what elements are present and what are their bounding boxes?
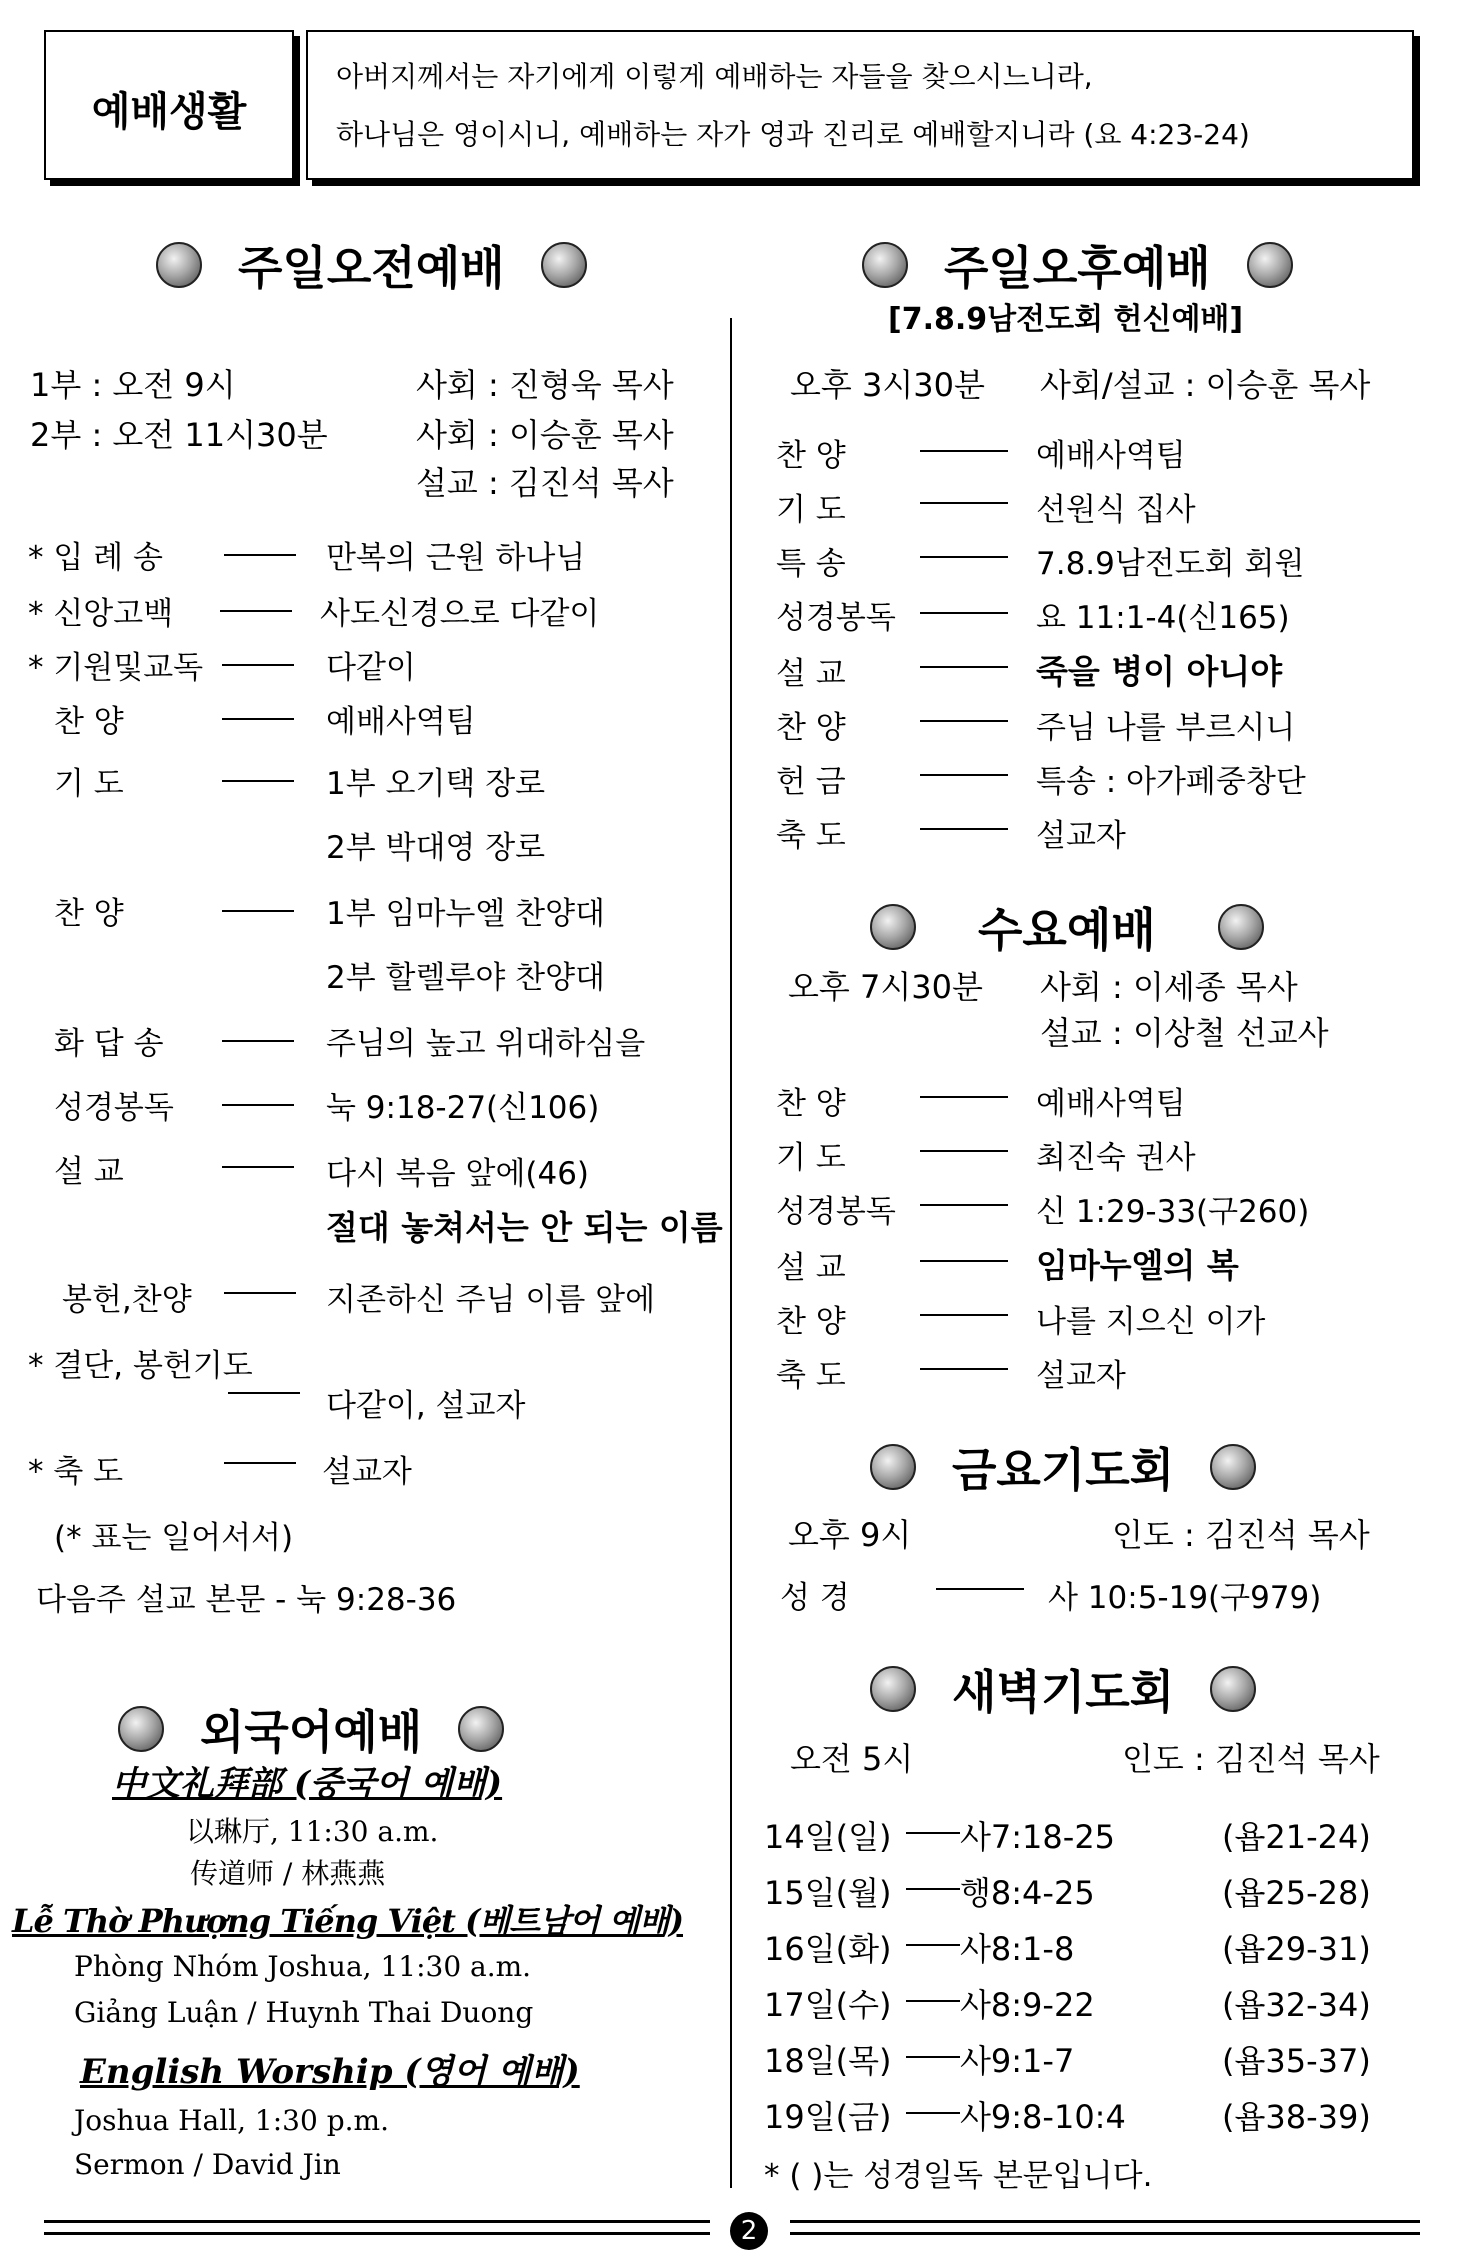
friday-lead: 인도 : 김진석 목사 [1112, 1516, 1370, 1554]
leader-line [222, 1104, 294, 1106]
morning-item-label: * 입 례 송 [28, 540, 163, 576]
vietnamese-service-title: Lễ Thờ Phượng Tiếng Việt (베트남어 예배) [12, 1902, 683, 1940]
leader-line [906, 2000, 960, 2002]
leader-line [222, 1166, 294, 1168]
dawn-row-day: 14일(일) [764, 1818, 892, 1856]
column-divider [730, 318, 732, 2188]
afternoon-item-value: 선원식 집사 [1036, 492, 1196, 528]
afternoon-item-label: 기 도 [776, 492, 846, 528]
afternoon-item-value: 요 11:1-4(신165) [1036, 600, 1290, 636]
section-title-morning [156, 232, 587, 298]
page-number: 2 [730, 2212, 768, 2250]
leader-line [220, 610, 292, 612]
wednesday-item-value: 신 1:29-33(구260) [1036, 1194, 1310, 1230]
section-title-foreign [118, 1696, 504, 1762]
wednesday-item-label: 기 도 [776, 1140, 846, 1176]
footer-rule-left [44, 2220, 710, 2223]
svc2-time: 2부 : 오전 11시30분 [30, 416, 328, 454]
leader-line [920, 774, 1008, 776]
friday-label: 성 경 [780, 1580, 850, 1616]
morning-item-label: * 신앙고백 [28, 596, 174, 632]
afternoon-item-label: 설 교 [776, 656, 846, 692]
friday-value: 사 10:5-19(구979) [1048, 1580, 1322, 1616]
wednesday-item-label: 축 도 [776, 1358, 846, 1394]
bullet-ball-icon [156, 242, 202, 288]
afternoon-item-value: 7.8.9남전도회 회원 [1036, 546, 1305, 582]
morning-item-label: 성경봉독 [54, 1090, 174, 1126]
dawn-row-job: (욥32-34) [1222, 1986, 1371, 2024]
leader-line [920, 1368, 1008, 1370]
leader-line [920, 1314, 1008, 1316]
leader-line [224, 1462, 296, 1464]
section-title-text: 새벽기도회 [952, 1665, 1175, 1719]
wednesday-lead: 사회 : 이세종 목사 [1040, 968, 1298, 1006]
afternoon-sermon-title: 죽을 병이 아니야 [1036, 652, 1283, 691]
morning-item-value: 1부 오기택 장로 [326, 766, 546, 802]
leader-line [920, 1260, 1008, 1262]
morning-item-value: 눅 9:18-27(신106) [326, 1090, 600, 1126]
dawn-row-job: (욥25-28) [1222, 1874, 1371, 1912]
wednesday-item-value: 설교자 [1036, 1358, 1126, 1394]
vietnamese-line-2: Giảng Luận / Huynh Thai Duong [74, 1996, 534, 2029]
friday-time: 오후 9시 [788, 1516, 912, 1554]
bullet-ball-icon [458, 1706, 504, 1752]
dawn-row-text: 사8:1-8 [960, 1930, 1075, 1968]
verse-line-1: 아버지께서는 자기에게 이렇게 예배하는 자들을 찾으시느니라, [336, 60, 1093, 93]
verse-line-2: 하나님은 영이시니, 예배하는 자가 영과 진리로 예배할지니라 (요 4:23-24) [336, 118, 1250, 151]
section-title-text: 주일오전예배 [238, 241, 505, 295]
chinese-service-title: 中文礼拜部 (중국어 예배) [112, 1764, 503, 1804]
morning-item-value: 사도신경으로 다같이 [320, 596, 600, 632]
morning-item-label: * 기원및교독 [28, 650, 204, 686]
footer-rule-right [790, 2220, 1420, 2223]
leader-line [224, 554, 296, 556]
afternoon-time: 오후 3시30분 [790, 366, 985, 404]
dawn-row-job: (욥21-24) [1222, 1818, 1371, 1856]
section-title-afternoon [862, 232, 1293, 298]
next-sermon: 다음주 설교 본문 - 눅 9:28-36 [36, 1582, 457, 1618]
morning-item-label: 설 교 [54, 1154, 124, 1190]
bullet-ball-icon [870, 1444, 916, 1490]
morning-item-value: 다같이 [326, 650, 416, 686]
morning-item-value: 다같이, 설교자 [326, 1388, 526, 1424]
section-title-text: 외국어예배 [200, 1705, 423, 1759]
wednesday-item-label: 설 교 [776, 1250, 846, 1286]
section-title-text: 수요예배 [978, 903, 1156, 957]
afternoon-item-label: 축 도 [776, 818, 846, 854]
morning-sermon-title: 절대 놓쳐서는 안 되는 이름 [326, 1208, 723, 1247]
vietnamese-line-1: Phòng Nhóm Joshua, 11:30 a.m. [74, 1950, 532, 1983]
dawn-note: * ( )는 성경일독 본문입니다. [764, 2158, 1153, 2194]
morning-item-label: 찬 양 [54, 896, 124, 932]
leader-line [920, 666, 1008, 668]
morning-item-label: * 축 도 [28, 1454, 124, 1490]
wednesday-item-value: 최진숙 권사 [1036, 1140, 1196, 1176]
afternoon-item-value: 예배사역팀 [1036, 438, 1186, 474]
dawn-row-text: 행8:4-25 [960, 1874, 1095, 1912]
afternoon-item-label: 특 송 [776, 546, 846, 582]
wednesday-item-value: 예배사역팀 [1036, 1086, 1186, 1122]
leader-line [906, 1832, 960, 1834]
leader-line [222, 780, 294, 782]
dawn-row-job: (욥35-37) [1222, 2042, 1371, 2080]
dawn-row-day: 16일(화) [764, 1930, 892, 1968]
afternoon-subtitle: [7.8.9남전도회 헌신예배] [888, 302, 1244, 337]
wednesday-item-value: 나를 지으신 이가 [1036, 1304, 1266, 1340]
afternoon-item-label: 찬 양 [776, 438, 846, 474]
morning-preacher: 설교 : 김진석 목사 [416, 464, 674, 502]
afternoon-item-label: 찬 양 [776, 710, 846, 746]
leader-line [920, 450, 1008, 452]
morning-item-label: 화 답 송 [54, 1026, 164, 1062]
bullet-ball-icon [870, 904, 916, 950]
leader-line [906, 2112, 960, 2114]
svc1-lead: 사회 : 진형욱 목사 [416, 366, 674, 404]
wednesday-sermon-title: 임마누엘의 복 [1036, 1246, 1239, 1285]
morning-item-value-2: 2부 할렐루야 찬양대 [326, 960, 605, 996]
wednesday-item-label: 찬 양 [776, 1304, 846, 1340]
dawn-row-job: (욥38-39) [1222, 2098, 1371, 2136]
dawn-time: 오전 5시 [790, 1740, 914, 1778]
leader-line [920, 556, 1008, 558]
bullet-ball-icon [1218, 904, 1264, 950]
leader-line [906, 2056, 960, 2058]
leader-line [920, 1096, 1008, 1098]
section-title-text: 주일오후예배 [944, 241, 1211, 295]
bullet-ball-icon [1210, 1444, 1256, 1490]
section-title-dawn [870, 1656, 1256, 1722]
leader-line [222, 664, 294, 666]
leader-line [920, 828, 1008, 830]
svc1-time: 1부 : 오전 9시 [30, 366, 236, 404]
afternoon-item-label: 성경봉독 [776, 600, 896, 636]
dawn-row-day: 15일(월) [764, 1874, 892, 1912]
section-title-friday [870, 1434, 1256, 1500]
morning-item-value: 주님의 높고 위대하심을 [326, 1026, 646, 1062]
morning-item-value: 예배사역팀 [326, 704, 476, 740]
morning-item-label: * 결단, 봉헌기도 [28, 1348, 253, 1384]
dawn-row-day: 18일(목) [764, 2042, 892, 2080]
morning-item-value: 만복의 근원 하나님 [326, 540, 586, 576]
afternoon-item-label: 헌 금 [776, 764, 846, 800]
bullet-ball-icon [541, 242, 587, 288]
english-line-1: Joshua Hall, 1:30 p.m. [74, 2104, 389, 2137]
dawn-row-day: 17일(수) [764, 1986, 892, 2024]
morning-item-value: 설교자 [322, 1454, 412, 1490]
bullet-ball-icon [118, 1706, 164, 1752]
english-service-title: English Worship (영어 예배) [80, 2052, 580, 2092]
leader-line [222, 718, 294, 720]
chinese-line-2: 传道师 / 林燕燕 [190, 1857, 386, 1890]
afternoon-item-value: 설교자 [1036, 818, 1126, 854]
bullet-ball-icon [862, 242, 908, 288]
dawn-row-text: 사8:9-22 [960, 1986, 1095, 2024]
leader-line [920, 612, 1008, 614]
morning-item-value: 다시 복음 앞에(46) [326, 1156, 590, 1192]
leader-line [936, 1588, 1024, 1590]
header-title: 예배생활 [91, 89, 247, 135]
morning-item-label: 찬 양 [54, 704, 124, 740]
wednesday-time: 오후 7시30분 [788, 968, 983, 1006]
morning-item-value: 1부 임마누엘 찬양대 [326, 896, 605, 932]
english-line-2: Sermon / David Jin [74, 2148, 341, 2181]
morning-item-label: 기 도 [54, 766, 124, 802]
wednesday-item-label: 찬 양 [776, 1086, 846, 1122]
leader-line [906, 1944, 960, 1946]
leader-line [920, 720, 1008, 722]
dawn-row-job: (욥29-31) [1222, 1930, 1371, 1968]
leader-line [224, 1292, 296, 1294]
dawn-row-day: 19일(금) [764, 2098, 892, 2136]
dawn-row-text: 사9:1-7 [960, 2042, 1075, 2080]
bullet-ball-icon [870, 1666, 916, 1712]
leader-line [920, 1204, 1008, 1206]
morning-item-label: 봉헌,찬양 [62, 1282, 192, 1318]
section-title-text: 금요기도회 [952, 1443, 1175, 1497]
morning-item-value-2: 2부 박대영 장로 [326, 830, 546, 866]
bullet-ball-icon [1210, 1666, 1256, 1712]
svc2-lead: 사회 : 이승훈 목사 [416, 416, 674, 454]
dawn-row-text: 사7:18-25 [960, 1818, 1116, 1856]
leader-line [222, 910, 294, 912]
bullet-ball-icon [1247, 242, 1293, 288]
chinese-line-1: 以琳厅, 11:30 a.m. [186, 1815, 439, 1848]
wednesday-preacher: 설교 : 이상철 선교사 [1040, 1014, 1329, 1052]
leader-line [222, 1040, 294, 1042]
afternoon-lead: 사회/설교 : 이승훈 목사 [1040, 366, 1371, 404]
leader-line [228, 1392, 300, 1394]
dawn-lead: 인도 : 김진석 목사 [1122, 1740, 1380, 1778]
footer-rule-right [790, 2232, 1420, 2235]
leader-line [920, 502, 1008, 504]
leader-line [906, 1888, 960, 1890]
section-title-wednesday [870, 894, 1264, 960]
footer-rule-left [44, 2232, 710, 2235]
afternoon-item-value: 특송 : 아가페중창단 [1036, 764, 1306, 800]
leader-line [920, 1150, 1008, 1152]
wednesday-item-label: 성경봉독 [776, 1194, 896, 1230]
dawn-row-text: 사9:8-10:4 [960, 2098, 1126, 2136]
afternoon-item-value: 주님 나를 부르시니 [1036, 710, 1296, 746]
morning-note: (* 표는 일어서서) [54, 1520, 294, 1556]
morning-item-value: 지존하신 주님 이름 앞에 [326, 1282, 656, 1318]
